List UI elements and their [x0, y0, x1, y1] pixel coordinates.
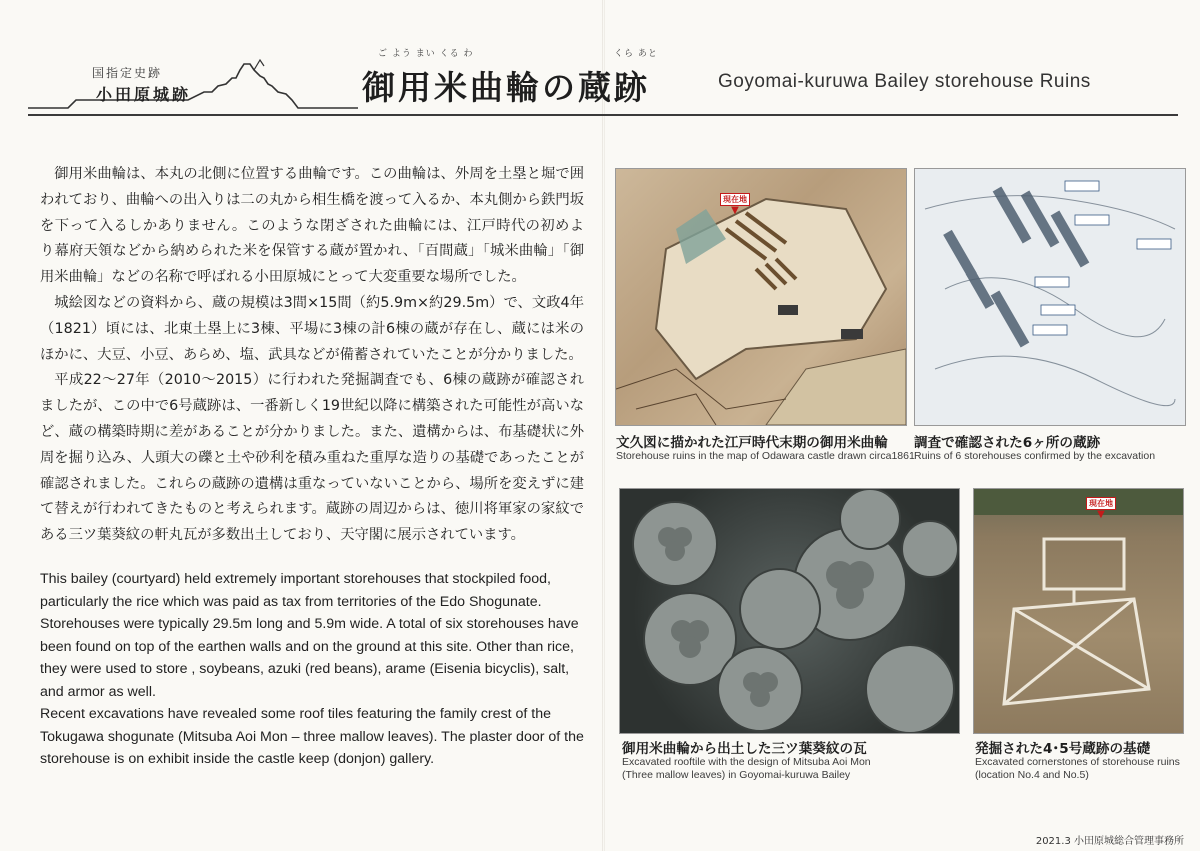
tiles-caption-en-1: Excavated rooftile with the design of Mitsuba Aoi Mon [622, 756, 871, 768]
body-paragraph-en: This bailey (courtyard) held extremely important storehouses that stockpiled food, particularly the rice which was paid as tax from territories of the Edo Shogunate. Storehouses were typically 29.5m long and 5.9m wide. A total of six storehouses have been found on top of the earthen walls and on the ground at this site. Other than rice, they were used to store , soybeans, azuki (red beans), arame (Eisenia bicyclis), salt, and armor as well. [40, 571, 579, 700]
survey-caption-jp: 調査で確認された6ヶ所の蔵跡 [914, 435, 1101, 451]
page-title-jp: 御用米曲輪の蔵跡 [362, 68, 650, 107]
tiles-caption-en-2: (Three mallow leaves) in Goyomai-kuruwa Bailey [622, 769, 851, 781]
excavation-caption-en-2: (location No.4 and No.5) [975, 769, 1089, 781]
body-paragraph-jp: 御用米曲輪は、本丸の北側に位置する曲輪です。この曲輪は、外周を土塁と堀で囲われており、曲輪への出入りは二の丸から相生橋を渡って入るか、本丸側から鉄門坂を下って入るしかありません。このような閉ざされた曲輪には、江戸時代の初めより幕府天領などから納められた米を保管する蔵が置かれ、「百間蔵」「城米曲輪」「御用米曲輪」などの名称で呼ばれる小田原城にとって大変重要な場所でした。 [40, 166, 584, 286]
body-paragraph-en: Recent excavations have revealed some roof tiles featuring the family crest of the Tokugawa shogunate (Mitsuba Aoi Mon – three mallow leaves). The plaster door of the storehouse is on exhibit inside the castle keep (donjon) gallery. [40, 706, 584, 767]
survey-caption-en: Ruins of 6 storehouses confirmed by the excavation [914, 450, 1156, 462]
site-name: 小田原城跡 [96, 85, 192, 104]
excavation-photo [973, 488, 1184, 734]
survey-plan-photo [914, 168, 1186, 426]
tiles-caption-jp: 御用米曲輪から出土した三ツ葉葵紋の瓦 [622, 741, 867, 757]
header-rule [28, 114, 1178, 116]
current-location-marker: 現在地 ▼ [1086, 497, 1116, 520]
roof-tiles-illustration [620, 489, 959, 733]
title-ruby-2: くら あと [614, 49, 658, 59]
body-text-en [40, 568, 595, 771]
excavation-caption-en-1: Excavated cornerstones of storehouse ruins [975, 756, 1180, 768]
historic-map-photo [615, 168, 907, 426]
current-location-marker: 現在地 ▼ [720, 193, 750, 216]
panel-fold [602, 0, 605, 851]
map-caption-en: Storehouse ruins in the map of Odawara castle drawn circa1861 [616, 450, 915, 462]
body-paragraph-jp: 平成22〜27年（2010〜2015）に行われた発掘調査でも、6棟の蔵跡が確認されましたが、この中で6号蔵跡は、一番新しく19世紀以降に構築された可能性が高いなど、蔵の構築時期に差があることが分かりました。また、遺構からは、布基礎状に外周を掘り込み、人頭大の礫と土や砂利を積み重ねた重厚な造りの基礎であったことが確認されました。これらの蔵跡の遺構は重なっていないことから、場所を変えずに建て替えが行われてきたものと考えられます。蔵跡の周辺からは、徳川将軍家の家紋である三ツ葉葵紋の軒丸瓦が多数出土しており、天守閣に展示されています。 [40, 372, 584, 544]
roof-tiles-photo [619, 488, 960, 734]
site-designation: 国指定史跡 [92, 66, 163, 80]
excavation-caption-jp: 発掘された4･5号蔵跡の基礎 [975, 741, 1151, 757]
page-title-en: Goyomai-kuruwa Bailey storehouse Ruins [718, 71, 1091, 92]
body-paragraph-jp: 城絵図などの資料から、蔵の規模は3間×15間（約5.9m×約29.5m）で、文政4年（1821）頃には、北東土塁上に3棟、平場に3棟の計6棟の蔵が存在し、蔵には米のほかに、大豆、小豆、あらめ、塩、武具などが備蓄されていたことが分かりました。 [40, 294, 584, 363]
excavation-illustration [974, 489, 1183, 733]
title-ruby-1: ご よう まい くる わ [378, 49, 474, 59]
map-illustration [616, 169, 906, 425]
survey-plan-illustration [915, 169, 1185, 425]
footer-credit: 2021.3 小田原城総合管理事務所 [1035, 836, 1184, 847]
castle-silhouette-icon [28, 50, 358, 116]
map-caption-jp: 文久図に描かれた江戸時代末期の御用米曲輪 [616, 435, 888, 451]
body-text-jp [40, 162, 584, 549]
